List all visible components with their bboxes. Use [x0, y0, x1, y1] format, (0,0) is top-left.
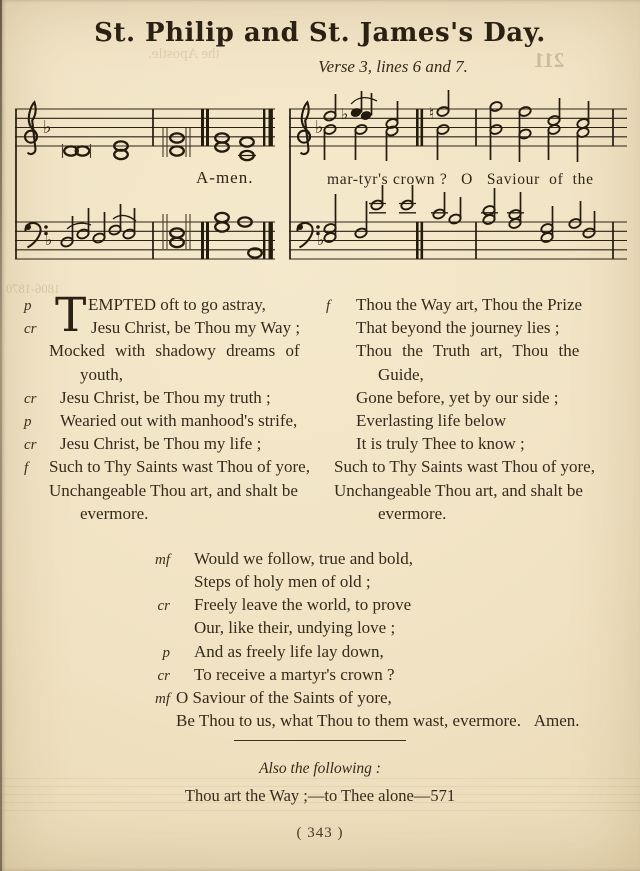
verse-line-text: Such to Thy Saints wast Thou of yore,	[334, 457, 595, 477]
verse-line-text: Thou the Way art, Thou the Prize	[356, 295, 583, 314]
dynamic-marking: p	[162, 644, 170, 661]
show-through-dates: 1806-1870	[6, 282, 61, 296]
verse-line	[18, 502, 322, 525]
dynamic-marking: mf	[155, 551, 170, 568]
verse-2	[322, 293, 622, 525]
section-divider	[234, 740, 406, 741]
verse-line	[130, 640, 640, 663]
verse-line-text: And as freely life lay down,	[194, 641, 384, 661]
verse-line-text: Unchangeable Thou art, and shalt be	[49, 480, 298, 500]
verse-line-text: Gone before, yet by our side ;	[356, 387, 559, 407]
verse-line-text: Jesu Christ, be Thou my Way ;	[91, 318, 301, 338]
dynamic-marking: cr	[157, 598, 170, 615]
dynamic-marking: cr	[24, 437, 37, 454]
verse-line-text: Freely leave the world, to prove	[194, 595, 412, 615]
verse-line	[322, 502, 622, 525]
verse-reference: Verse 3, lines 6 and 7.	[318, 57, 468, 76]
verse-line-text: Our, like their, undying love ;	[194, 618, 396, 638]
verse-line	[130, 663, 640, 686]
show-through-number: 211	[534, 48, 565, 72]
flat-sign: ♭	[341, 105, 349, 123]
flat-sign: ♭	[317, 231, 325, 249]
verse-line-text: Unchangeable Thou art, and shalt be	[334, 480, 583, 500]
page-title: St. Philip and St. James's Day.	[94, 18, 546, 48]
verse-line-text: youth,	[80, 364, 123, 384]
verse-line	[18, 363, 322, 386]
flat-sign: ♭	[43, 117, 52, 138]
verse-line	[322, 432, 622, 455]
amen-lyric: A-men.	[196, 168, 254, 187]
verse-line-text: Guide,	[378, 364, 424, 384]
verse-line-text: It is truly Thee to know ;	[356, 434, 525, 454]
verse-line-text: Jesu Christ, be Thou my truth ;	[60, 387, 271, 407]
flat-sign: ♭	[315, 117, 324, 138]
natural-sign: ♮	[429, 104, 435, 122]
verse-line	[130, 686, 640, 709]
verse-line-text: Jesu Christ, be Thou my life ;	[60, 434, 262, 454]
verse-line-text: evermore.	[378, 503, 447, 523]
verse-line-text: O Saviour of the Saints of yore,	[176, 688, 392, 707]
flat-sign: ♭	[45, 231, 53, 249]
drop-cap: T	[55, 288, 87, 343]
verse-line	[18, 386, 322, 409]
verse-3	[130, 547, 640, 733]
verse-line-text: Steps of holy men of old ;	[194, 572, 371, 592]
verse-line-text: Mocked with shadowy dreams of	[49, 341, 300, 361]
verse-line	[130, 616, 640, 639]
page-number: ( 343 )	[296, 825, 344, 842]
verse-line	[130, 570, 640, 593]
verse-line-text: That beyond the journey lies ;	[356, 318, 560, 338]
dynamic-marking: p	[24, 298, 32, 314]
verse-line-text: To receive a martyr's crown ?	[194, 664, 395, 684]
verse-line	[322, 455, 622, 478]
dynamic-marking: p	[24, 413, 32, 430]
verse-line	[322, 386, 622, 409]
verse-line	[130, 593, 640, 616]
dynamic-marking: f	[326, 298, 331, 314]
verse-line	[322, 339, 622, 362]
dynamic-marking: f	[24, 460, 29, 477]
verse-line-text: Wearied out with manhood's strife,	[60, 410, 298, 430]
dynamic-marking: cr	[24, 390, 37, 407]
verse-line	[18, 409, 322, 432]
verse-line-text: Such to Thy Saints wast Thou of yore,	[49, 457, 310, 477]
verse-line	[18, 479, 322, 502]
verse-line-text: Would we follow, true and bold,	[194, 548, 413, 568]
hymn-reference: Thou art the Way ;—to Thee alone—571	[184, 786, 456, 806]
verse-line	[130, 547, 640, 570]
verse-line	[322, 316, 622, 339]
dynamic-marking: cr	[24, 321, 37, 338]
dynamic-marking: mf	[155, 691, 170, 707]
verse-line	[322, 363, 622, 386]
also-following-label: Also the following :	[259, 760, 381, 778]
verse-line	[322, 409, 622, 432]
phrase-lyric: mar-tyr's crown ? O Saviour of the	[327, 171, 593, 188]
music-system-amen	[15, 102, 275, 259]
verse-line	[18, 432, 322, 455]
verse-line	[322, 293, 622, 316]
verse-line	[130, 709, 640, 732]
verse-line	[18, 455, 322, 478]
verse-line-text: evermore.	[80, 503, 149, 523]
verse-line-text: Be Thou to us, what Thou to them wast, evermore. Amen.	[176, 711, 580, 731]
verse-line-text: Thou the Truth art, Thou the	[356, 341, 580, 361]
verse-line	[322, 479, 622, 502]
music-notation	[9, 81, 631, 273]
music-system-phrase	[289, 90, 627, 259]
verse-1	[18, 288, 322, 525]
show-through-text: the Apostle.	[148, 46, 220, 62]
verse-line-text: EMPTED oft to go astray,	[88, 295, 266, 314]
dynamic-marking: cr	[157, 667, 170, 684]
verse-line-text: Everlasting life below	[356, 410, 507, 430]
